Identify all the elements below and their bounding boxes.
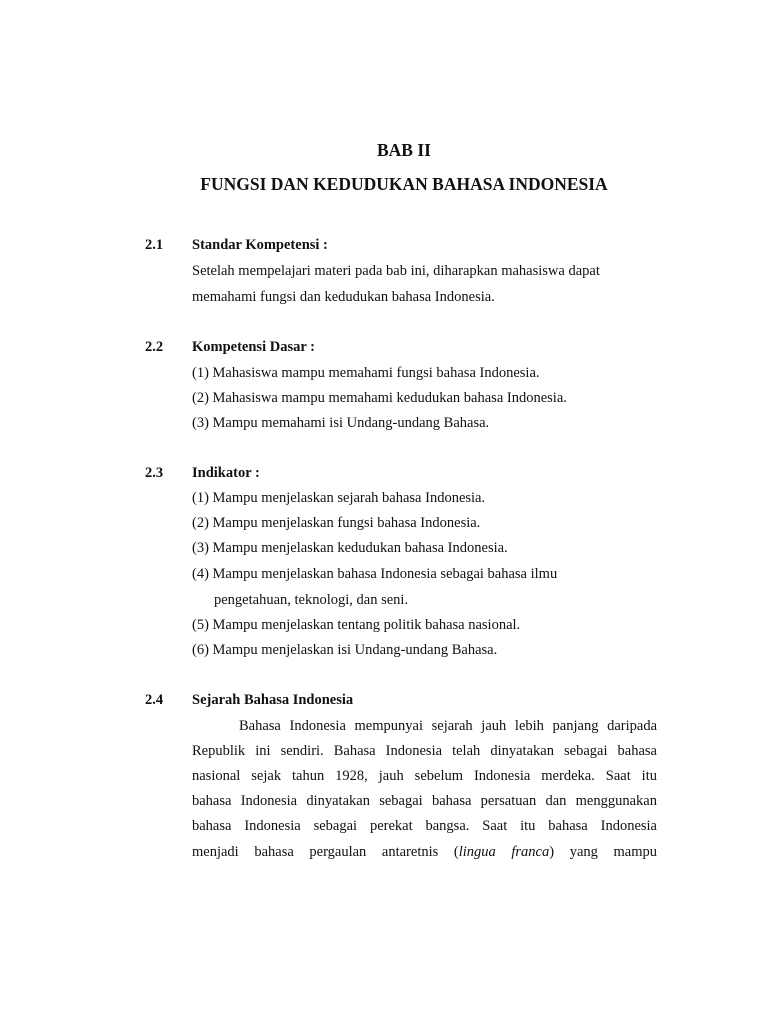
text-segment: menjadi bahasa pergaulan antaretnis ( (192, 844, 459, 860)
list-item: (3) Mampu menjelaskan kedudukan bahasa Indonesia. (192, 540, 508, 556)
list-item: (3) Mampu memahami isi Undang-undang Bahasa. (192, 415, 490, 431)
paragraph-line: memahami fungsi dan kedudukan bahasa Indonesia. (192, 289, 495, 305)
section-heading: Standar Kompetensi : (192, 237, 328, 253)
list-item: (4) Mampu menjelaskan bahasa Indonesia sebagai bahasa ilmu (192, 566, 558, 582)
section-number: 2.4 (145, 692, 164, 708)
paragraph-line: Setelah mempelajari materi pada bab ini, diharapkan mahasiswa dapat (192, 263, 600, 279)
list-item: (5) Mampu menjelaskan tentang politik bahasa nasional. (192, 617, 521, 633)
paragraph-line: bahasa Indonesia sebagai perekat bangsa. Saat itu bahasa Indonesia (192, 818, 657, 834)
paragraph-line: bahasa Indonesia dinyatakan sebagai bahasa persatuan dan menggunakan (192, 793, 657, 809)
section-number: 2.3 (145, 465, 164, 481)
section-heading: Sejarah Bahasa Indonesia (192, 692, 354, 708)
chapter-label: BAB II (377, 140, 431, 160)
section-heading: Indikator : (192, 465, 260, 481)
section-heading: Kompetensi Dasar : (192, 339, 315, 355)
list-item-continuation: pengetahuan, teknologi, dan seni. (214, 592, 409, 608)
chapter-title: FUNGSI DAN KEDUDUKAN BAHASA INDONESIA (200, 174, 608, 194)
list-item: (1) Mampu menjelaskan sejarah bahasa Indonesia. (192, 490, 486, 506)
paragraph-line (192, 842, 657, 862)
italic-term: lingua franca (458, 844, 550, 860)
text-segment: ) yang mampu (549, 844, 657, 860)
section-number: 2.1 (145, 237, 164, 253)
paragraph-line: Republik ini sendiri. Bahasa Indonesia telah dinyatakan sebagai bahasa (192, 743, 657, 759)
list-item: (6) Mampu menjelaskan isi Undang-undang Bahasa. (192, 642, 498, 658)
section-number: 2.2 (145, 339, 164, 355)
list-item: (2) Mahasiswa mampu memahami kedudukan bahasa Indonesia. (192, 390, 567, 406)
list-item: (2) Mampu menjelaskan fungsi bahasa Indonesia. (192, 515, 481, 531)
paragraph-line: nasional sejak tahun 1928, jauh sebelum Indonesia merdeka. Saat itu (192, 768, 657, 784)
paragraph-line: Bahasa Indonesia mempunyai sejarah jauh lebih panjang daripada (239, 718, 657, 734)
list-item: (1) Mahasiswa mampu memahami fungsi bahasa Indonesia. (192, 365, 540, 381)
